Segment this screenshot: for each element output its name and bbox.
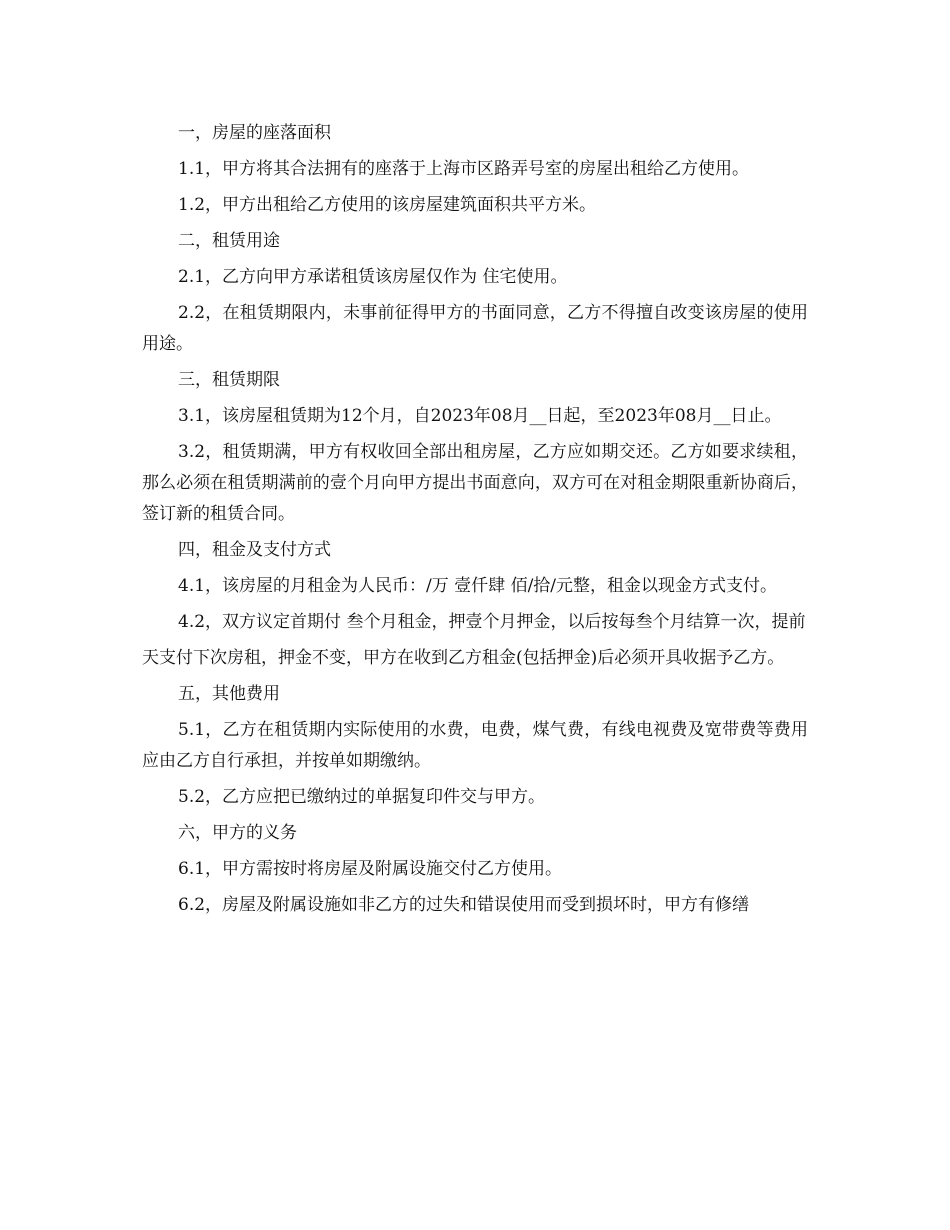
section-heading-6: 六，甲方的义务: [178, 823, 297, 843]
section-heading-3: 三，租赁期限: [178, 370, 280, 390]
clause-3-1: 3.1，该房屋租赁期为12个月，自2023年08月__日起，至2023年08月__日止。: [178, 406, 782, 426]
clause-4-1: 4.1，该房屋的月租金为人民币：/万 壹仟肆 佰/拾/元整，租金以现金方式支付。: [178, 576, 778, 596]
contract-body: [142, 116, 808, 924]
clause-3-2: 3.2，租赁期满，甲方有权收回全部出租房屋，乙方应如期交还。乙方如要求续租，那么必须在租赁期满前的壹个月向甲方提出书面意向，双方可在对租金期限重新协商后，签订新的租赁合同。: [142, 442, 808, 524]
section-heading-5: 五，其他费用: [178, 684, 280, 704]
clause-2-1: 2.1，乙方向甲方承诺租赁该房屋仅作为 住宅使用。: [178, 267, 568, 287]
clause-4-2: 4.2，双方议定首期付 叁个月租金，押壹个月押金，以后按每叁个月结算一次，提前: [178, 612, 806, 632]
clause-5-2: 5.2，乙方应把已缴纳过的单据复印件交与甲方。: [178, 787, 546, 807]
section-heading-4: 四，租金及支付方式: [178, 540, 331, 560]
section-heading-1: 一，房屋的座落面积: [178, 123, 331, 143]
section-heading-2: 二，租赁用途: [178, 231, 280, 251]
clause-2-2: 2.2，在租赁期限内，未事前征得甲方的书面同意，乙方不得擅自改变该房屋的使用用途。: [142, 303, 808, 354]
clause-6-1: 6.1，甲方需按时将房屋及附属设施交付乙方使用。: [178, 859, 563, 879]
clause-1-2: 1.2，甲方出租给乙方使用的该房屋建筑面积共平方米。: [178, 195, 597, 215]
clause-1-1: 1.1，甲方将其合法拥有的座落于上海市区路弄号室的房屋出租给乙方使用。: [178, 159, 750, 179]
clause-6-2: 6.2，房屋及附属设施如非乙方的过失和错误使用而受到损坏时，甲方有修缮: [178, 895, 750, 915]
clause-5-1: 5.1，乙方在租赁期内实际使用的水费，电费，煤气费，有线电视费及宽带费等费用应由乙方自行承担，并按单如期缴纳。: [142, 720, 808, 771]
clause-4-2-continuation: 天支付下次房租，押金不变，甲方在收到乙方租金(包括押金)后必须开具收据予乙方。: [142, 648, 785, 668]
